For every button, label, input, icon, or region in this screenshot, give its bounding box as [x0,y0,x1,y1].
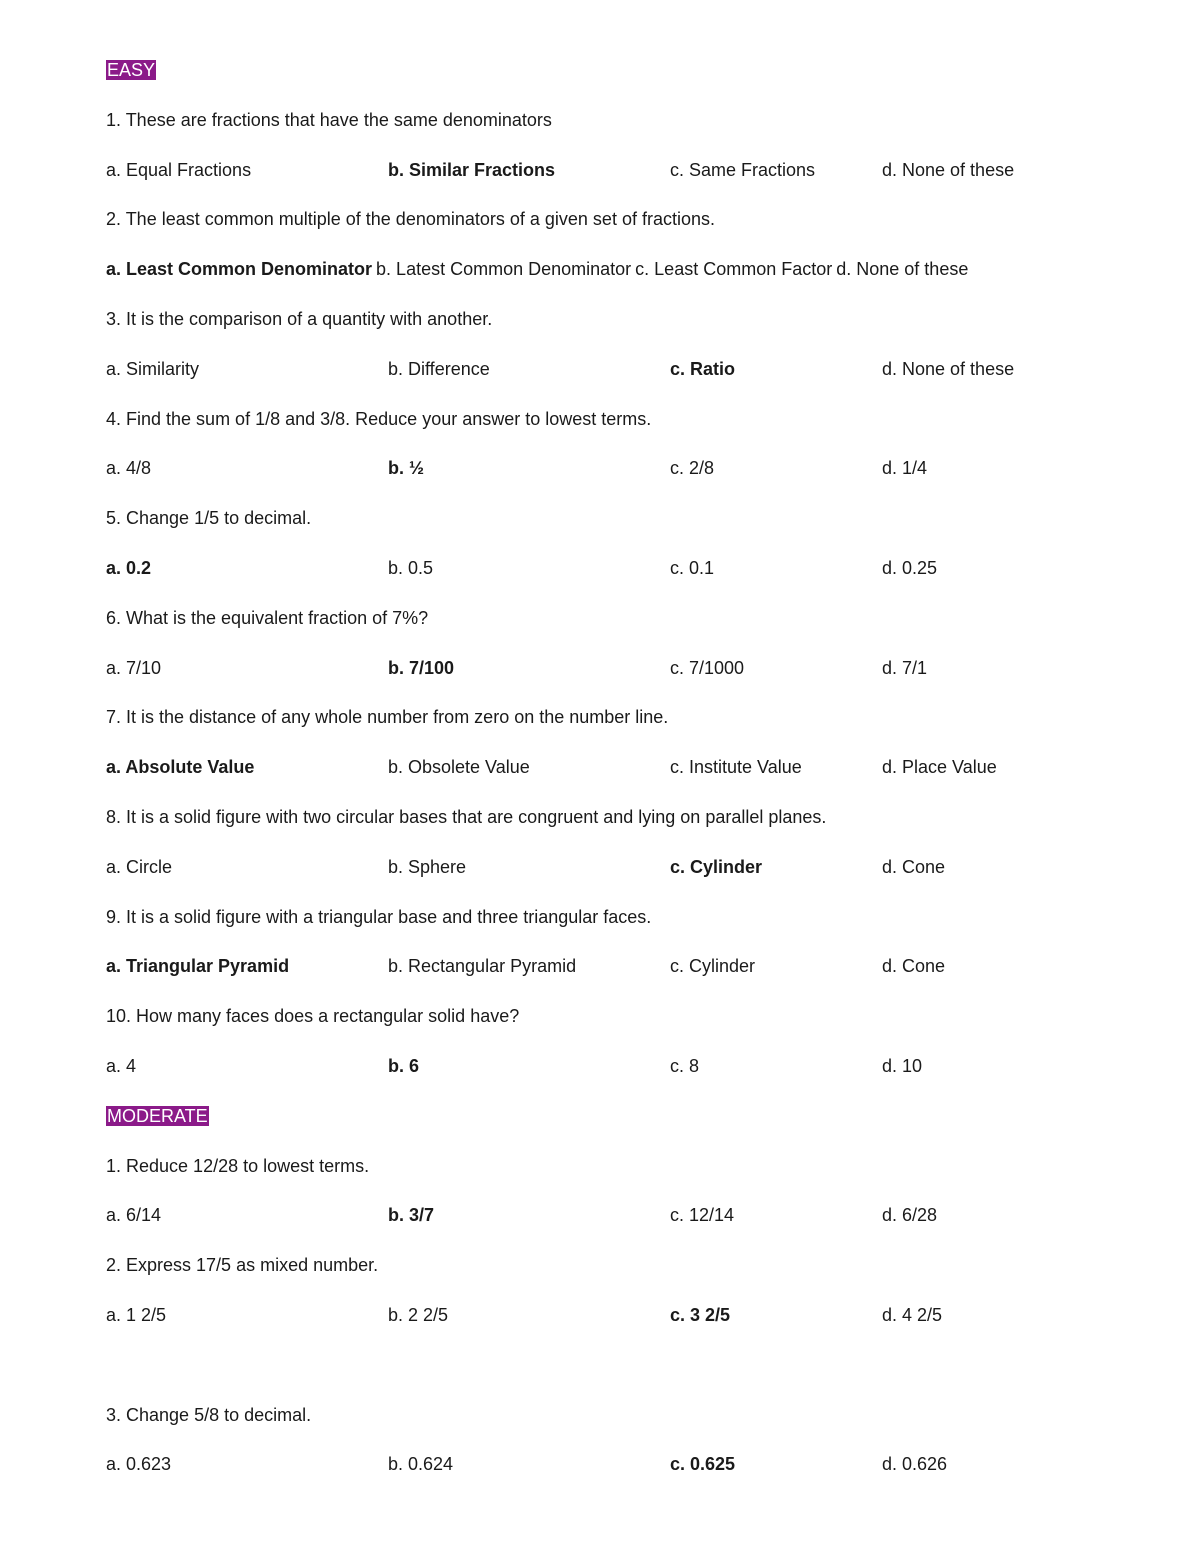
option-c: c. 12/14 [670,1205,735,1226]
options-row [106,556,1106,606]
option-b: b. 2 2/5 [388,1304,449,1325]
option-a: a. Similarity [106,358,200,379]
section-heading-easy [106,58,1106,108]
option-c: c. Institute Value [670,757,802,778]
options-row [106,755,1106,805]
option-d: d. None of these [836,259,969,280]
option-d: d. 7/1 [882,657,928,678]
section-heading-moderate [106,1104,1106,1154]
options-row [106,257,1106,307]
option-b-answer: b. ½ [388,458,425,479]
option-b-answer: b. 3/7 [388,1205,435,1226]
section-heading-label: MODERATE [107,1105,208,1126]
options-row [106,1054,1106,1104]
options-row [106,1303,1106,1403]
option-b: b. Difference [388,358,490,379]
option-c: c. Least Common Factor [635,259,833,280]
option-d: d. None of these [882,358,1015,379]
option-b: b. 0.624 [388,1454,454,1475]
option-b: b. Latest Common Denominator [376,259,632,280]
option-d: d. Cone [882,956,946,977]
option-d: d. 1/4 [882,458,928,479]
option-b-answer: b. 6 [388,1055,420,1076]
option-a: a. 4 [106,1055,137,1076]
option-b: b. Rectangular Pyramid [388,956,577,977]
option-a: a. Equal Fractions [106,159,252,180]
option-a: a. 6/14 [106,1205,162,1226]
question-text: 9. It is a solid figure with a triangular base and three triangular faces. [106,906,652,927]
option-d: d. Cone [882,856,946,877]
question-text: 4. Find the sum of 1/8 and 3/8. Reduce your answer to lowest terms. [106,408,652,429]
option-b: b. Obsolete Value [388,757,530,778]
question-text: 3. Change 5/8 to decimal. [106,1404,312,1425]
option-c-answer: c. 3 2/5 [670,1304,731,1325]
option-a: a. 4/8 [106,458,152,479]
option-d: d. 10 [882,1055,923,1076]
option-b: b. Sphere [388,856,467,877]
option-a: a. 0.623 [106,1454,172,1475]
document-page [106,58,1106,1502]
question-text: 2. Express 17/5 as mixed number. [106,1255,379,1276]
option-d: d. 0.626 [882,1454,948,1475]
options-row [106,456,1106,506]
question-text: 6. What is the equivalent fraction of 7%? [106,607,429,628]
option-d: d. 4 2/5 [882,1304,943,1325]
options-row [106,1203,1106,1253]
option-a: a. 1 2/5 [106,1304,167,1325]
option-c: c. 2/8 [670,458,715,479]
option-a-answer: a. Least Common Denominator [106,259,373,280]
section-heading-label: EASY [107,60,156,80]
option-d: d. Place Value [882,757,997,778]
question-text: 2. The least common multiple of the denominators of a given set of fractions. [106,209,715,230]
question-text: 10. How many faces does a rectangular solid have? [106,1006,520,1027]
option-b-answer: b. 7/100 [388,657,455,678]
options-row [106,656,1106,706]
option-c-answer: c. Ratio [670,358,736,379]
option-a: a. 7/10 [106,657,162,678]
question-text: 7. It is the distance of any whole number from zero on the number line. [106,707,669,728]
option-a: a. Circle [106,856,173,877]
option-d: d. 6/28 [882,1205,938,1226]
options-row [106,1452,1106,1502]
option-c: c. 8 [670,1055,700,1076]
option-c-answer: c. Cylinder [670,856,763,877]
option-a-answer: a. 0.2 [106,557,152,578]
option-c: c. 0.1 [670,557,715,578]
option-c-answer: c. 0.625 [670,1454,736,1475]
question-text: 8. It is a solid figure with two circular bases that are congruent and lying on parallel planes. [106,806,827,827]
option-a-answer: a. Triangular Pyramid [106,956,290,977]
options-row [106,855,1106,905]
option-a-answer: a. Absolute Value [106,757,255,778]
options-row [106,158,1106,208]
question-text: 3. It is the comparison of a quantity with another. [106,308,493,329]
option-c: c. Cylinder [670,956,756,977]
options-row [106,357,1106,407]
option-c: c. 7/1000 [670,657,745,678]
option-b-answer: b. Similar Fractions [388,159,556,180]
option-d: d. None of these [882,159,1015,180]
option-c: c. Same Fractions [670,159,816,180]
question-text: 1. These are fractions that have the same denominators [106,109,552,130]
option-b: b. 0.5 [388,557,434,578]
option-d: d. 0.25 [882,557,938,578]
options-row [106,954,1106,1004]
question-text: 5. Change 1/5 to decimal. [106,508,312,529]
question-text: 1. Reduce 12/28 to lowest terms. [106,1155,370,1176]
